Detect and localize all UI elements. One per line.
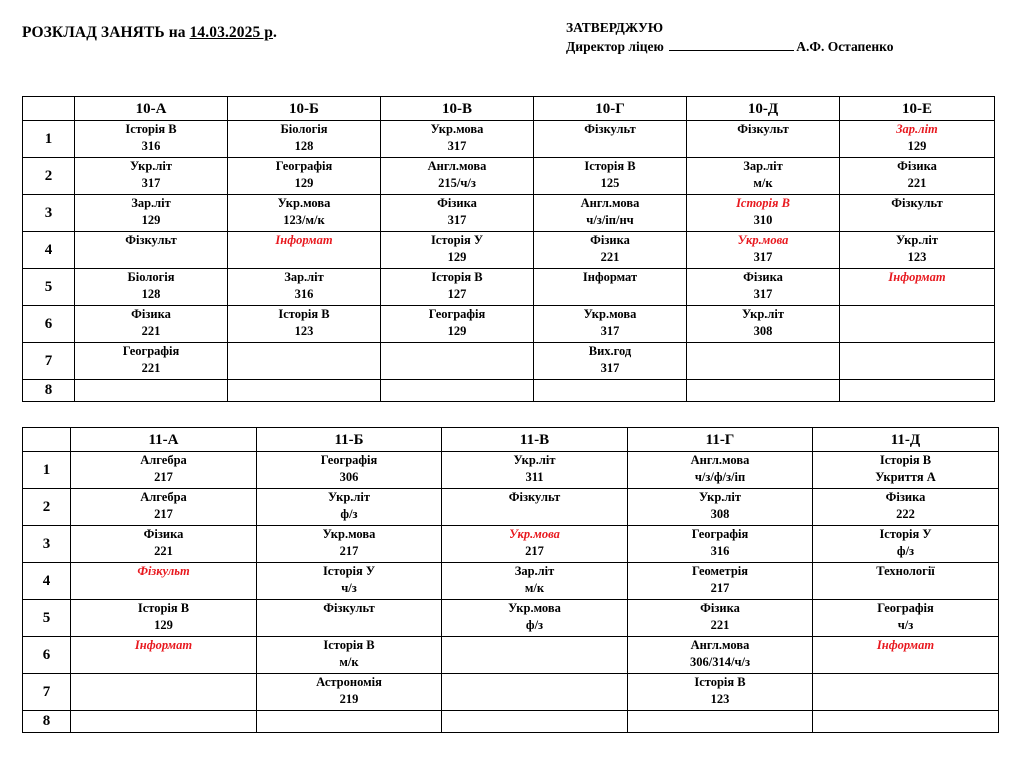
corner-cell [23,97,75,121]
subject-name: Історія В [137,601,190,615]
room-number: 123 [907,250,927,264]
lesson-cell [813,711,999,733]
lesson-cell [71,489,257,526]
room-number: 317 [753,287,773,301]
room-number: 215/ч/з [438,176,476,190]
subject-name: Укр.мова [322,527,376,541]
lesson-cell [257,674,442,711]
lesson-number: 7 [23,343,75,380]
lesson-row [23,637,999,674]
lesson-cell [687,121,840,158]
room-number: 217 [154,470,173,484]
lesson-row [23,343,995,380]
lesson-cell [75,195,228,232]
lesson-cell [687,306,840,343]
subject-name: Фізкульт [891,196,943,210]
subject-name: Географія [275,159,333,173]
subject-name: Фізика [897,159,937,173]
subject-name: Історія В [323,638,375,652]
subject-name: Історія У [879,527,932,541]
subject-name: Інформат [275,233,333,247]
lesson-row [23,121,995,158]
subject-name: Фізкульт [508,490,561,504]
subject-name: Історія В [879,453,932,467]
room-number: 129 [447,250,467,264]
room-number: 127 [447,287,467,301]
subject-name: Історія В [278,307,330,321]
class-header: 10-Е [840,97,995,121]
room-number: 125 [600,176,620,190]
lesson-number: 6 [23,637,71,674]
room-number: 217 [525,544,544,558]
lesson-cell [813,526,999,563]
lesson-cell [442,563,628,600]
class-header: 10-Б [228,97,381,121]
room-number: 317 [753,250,773,264]
lesson-row [23,452,999,489]
lesson-cell [687,232,840,269]
room-number: м/к [339,655,359,669]
room-number: Укриття А [875,470,936,484]
subject-name: Фізкульт [137,564,190,578]
lesson-number: 8 [23,380,75,402]
lesson-cell [381,121,534,158]
lesson-cell [257,526,442,563]
lesson-row [23,306,995,343]
subject-name: Укр.літ [327,490,371,504]
lesson-cell [257,489,442,526]
subject-name: Історія В [125,122,177,136]
room-number: 221 [600,250,620,264]
lesson-cell [687,343,840,380]
lesson-cell [71,526,257,563]
lesson-row [23,158,995,195]
lesson-number: 1 [23,121,75,158]
room-number: ф/з [340,507,358,521]
lesson-cell [840,343,995,380]
class-header: 10-А [75,97,228,121]
room-number: 217 [154,507,173,521]
subject-name: Астрономія [316,675,382,689]
lesson-cell [628,563,813,600]
subject-name: Історія В [431,270,483,284]
room-number: 123 [710,692,730,706]
lesson-cell [71,711,257,733]
lesson-cell [840,158,995,195]
subject-name: Алгебра [140,490,187,504]
schedule-date: 14.03.2025 р [189,24,274,41]
signature-line [669,39,794,51]
subject-name: Історія У [322,564,376,578]
lesson-cell [628,674,813,711]
room-number: 123/м/к [283,213,325,227]
lesson-number: 4 [23,232,75,269]
subject-name: Фізика [590,233,630,247]
lesson-cell [75,306,228,343]
lesson-cell [442,489,628,526]
subject-name: Укр.мова [508,601,561,615]
room-number: 306/314/ч/з [690,655,750,669]
room-number: 129 [447,324,467,338]
room-number: 308 [753,324,773,338]
lesson-cell [257,600,442,637]
subject-name: Технології [876,564,935,578]
room-number: 128 [294,139,314,153]
room-number: 221 [141,324,161,338]
class-header: 11-Д [813,428,999,452]
subject-name: Зар.літ [284,270,324,284]
lesson-cell [534,121,687,158]
room-number: 128 [141,287,161,301]
subject-name: Англ.мова [427,159,487,173]
lesson-cell [628,452,813,489]
class-header: 11-Г [628,428,813,452]
lesson-cell [840,232,995,269]
lesson-cell [813,563,999,600]
lesson-cell [228,158,381,195]
subject-name: Фізкульт [584,122,636,136]
lesson-cell [75,269,228,306]
lesson-cell [381,269,534,306]
lesson-row [23,674,999,711]
subject-name: Інформат [876,638,935,652]
class-header: 10-Г [534,97,687,121]
lesson-cell [534,232,687,269]
subject-name: Зар.літ [131,196,171,210]
room-number: 317 [447,139,467,153]
subject-name: Фізика [143,527,184,541]
room-number: ф/з [525,618,544,632]
room-number: 316 [294,287,314,301]
lesson-cell [228,380,381,402]
lesson-cell [381,380,534,402]
subject-name: Геометрія [691,564,749,578]
room-number: 129 [141,213,161,227]
lesson-cell [840,306,995,343]
lesson-cell [381,195,534,232]
subject-name: Укр.літ [129,159,173,173]
lesson-row [23,526,999,563]
lesson-number: 2 [23,158,75,195]
class-header: 10-Д [687,97,840,121]
subject-name: Географія [122,344,180,358]
lesson-cell [71,563,257,600]
director-name: А.Ф. Остапенко [796,39,894,54]
room-number: 217 [710,581,730,595]
subject-name: Вих.год [588,344,632,358]
lesson-cell [381,232,534,269]
lesson-cell [442,526,628,563]
lesson-cell [442,637,628,674]
lesson-cell [813,637,999,674]
room-number: ч/з/іп/нч [586,213,634,227]
lesson-cell [257,563,442,600]
lesson-cell [840,121,995,158]
subject-name: Укр.літ [698,490,742,504]
room-number: 317 [447,213,467,227]
room-number: 222 [896,507,915,521]
subject-name: Зар.літ [514,564,555,578]
title-suffix: . [273,24,278,41]
header-row [23,428,999,452]
lesson-cell [534,269,687,306]
subject-name: Зар.літ [743,159,783,173]
lesson-number: 3 [23,195,75,232]
lesson-cell [257,452,442,489]
room-number: 219 [339,692,359,706]
room-number: 308 [710,507,730,521]
lesson-cell [813,489,999,526]
lesson-cell [534,158,687,195]
class-header: 11-Б [257,428,442,452]
room-number: 317 [600,361,620,375]
class-header: 10-В [381,97,534,121]
lesson-cell [534,306,687,343]
lesson-cell [628,489,813,526]
subject-name: Біологія [127,270,175,284]
lesson-cell [75,380,228,402]
lesson-cell [813,452,999,489]
approval-role: Директор ліцею [566,39,664,54]
room-number: 221 [710,618,730,632]
lesson-cell [228,343,381,380]
subject-name: Фізика [885,490,926,504]
lesson-cell [534,343,687,380]
lesson-cell [628,711,813,733]
subject-name: Історія В [584,159,636,173]
subject-name: Фізика [437,196,477,210]
room-number: ф/з [896,544,915,558]
lesson-cell [71,452,257,489]
room-number: 316 [141,139,161,153]
lesson-cell [381,158,534,195]
lesson-cell [71,600,257,637]
lesson-cell [840,195,995,232]
subject-name: Англ.мова [690,453,750,467]
subject-name: Фізика [700,601,740,615]
subject-name: Історія В [736,196,790,210]
room-number: 129 [907,139,927,153]
room-number: 310 [753,213,773,227]
subject-name: Інформат [582,270,638,284]
lesson-cell [687,158,840,195]
lesson-row [23,232,995,269]
lesson-cell [628,600,813,637]
lesson-cell [813,600,999,637]
lesson-cell [381,306,534,343]
room-number: 221 [907,176,927,190]
room-number: 306 [339,470,359,484]
title-prefix: РОЗКЛАД ЗАНЯТЬ на [22,24,190,41]
subject-name: Укр.мова [509,527,560,541]
lesson-cell [71,674,257,711]
lesson-cell [628,526,813,563]
lesson-cell [534,195,687,232]
subject-name: Укр.мова [583,307,637,321]
room-number: 129 [294,176,314,190]
header-row [23,97,995,121]
room-number: 317 [600,324,620,338]
lesson-cell [71,637,257,674]
lesson-number: 2 [23,489,71,526]
lesson-cell [257,711,442,733]
class-header: 11-А [71,428,257,452]
lesson-row [23,563,999,600]
lesson-cell [257,637,442,674]
room-number: ч/з/ф/з/іп [694,470,746,484]
subject-name: Укр.мова [277,196,331,210]
subject-name: Історія В [694,675,746,689]
lesson-cell [228,121,381,158]
room-number: ч/з [341,581,357,595]
approval-block [566,18,893,56]
room-number: 317 [141,176,161,190]
subject-name: Інформат [888,270,946,284]
lesson-cell [228,232,381,269]
lesson-cell [75,158,228,195]
lesson-number: 4 [23,563,71,600]
lesson-cell [687,380,840,402]
lesson-cell [228,195,381,232]
subject-name: Англ.мова [580,196,640,210]
subject-name: Історія У [430,233,484,247]
subject-name: Інформат [134,638,193,652]
lesson-cell [442,674,628,711]
subject-name: Фізкульт [125,233,177,247]
subject-name: Фізика [131,307,171,321]
lesson-number: 7 [23,674,71,711]
subject-name: Фізкульт [737,122,789,136]
page-title [22,24,277,42]
corner-cell [23,428,71,452]
lesson-cell [75,343,228,380]
room-number: 123 [294,324,314,338]
subject-name: Географія [320,453,378,467]
subject-name: Англ.мова [690,638,750,652]
room-number: 221 [141,361,161,375]
lesson-number: 8 [23,711,71,733]
lesson-cell [442,452,628,489]
lesson-number: 3 [23,526,71,563]
lesson-cell [534,380,687,402]
lesson-number: 5 [23,600,71,637]
room-number: 311 [525,470,544,484]
room-number: 217 [339,544,359,558]
subject-name: Зар.літ [896,122,938,136]
approval-title: ЗАТВЕРДЖУЮ [566,20,664,35]
lesson-cell [75,232,228,269]
lesson-number: 6 [23,306,75,343]
approval-signature-line [566,37,893,56]
lesson-number: 5 [23,269,75,306]
room-number: м/к [524,581,545,595]
subject-name: Алгебра [140,453,187,467]
lesson-cell [442,600,628,637]
subject-name: Укр.літ [513,453,556,467]
subject-name: Географія [877,601,934,615]
schedule-table-grade-10 [22,96,995,402]
lesson-cell [442,711,628,733]
lesson-cell [75,121,228,158]
lesson-row [23,195,995,232]
room-number: 316 [710,544,730,558]
lesson-row [23,711,999,733]
lesson-cell [228,306,381,343]
lesson-cell [840,380,995,402]
schedule-table-grade-11 [22,427,999,733]
room-number: 221 [154,544,173,558]
lesson-row [23,489,999,526]
lesson-cell [381,343,534,380]
lesson-cell [813,674,999,711]
lesson-cell [228,269,381,306]
lesson-cell [687,195,840,232]
lesson-number: 1 [23,452,71,489]
class-header: 11-В [442,428,628,452]
subject-name: Укр.мова [430,122,484,136]
subject-name: Укр.літ [741,307,785,321]
subject-name: Географія [691,527,749,541]
room-number: м/к [753,176,773,190]
subject-name: Фізкульт [323,601,375,615]
lesson-row [23,380,995,402]
lesson-cell [628,637,813,674]
subject-name: Фізика [743,270,783,284]
room-number: ч/з [897,618,914,632]
lesson-row [23,269,995,306]
subject-name: Укр.літ [895,233,939,247]
subject-name: Біологія [280,122,328,136]
subject-name: Укр.мова [737,233,789,247]
lesson-cell [840,269,995,306]
subject-name: Географія [428,307,486,321]
room-number: 129 [154,618,173,632]
lesson-row [23,600,999,637]
lesson-cell [687,269,840,306]
